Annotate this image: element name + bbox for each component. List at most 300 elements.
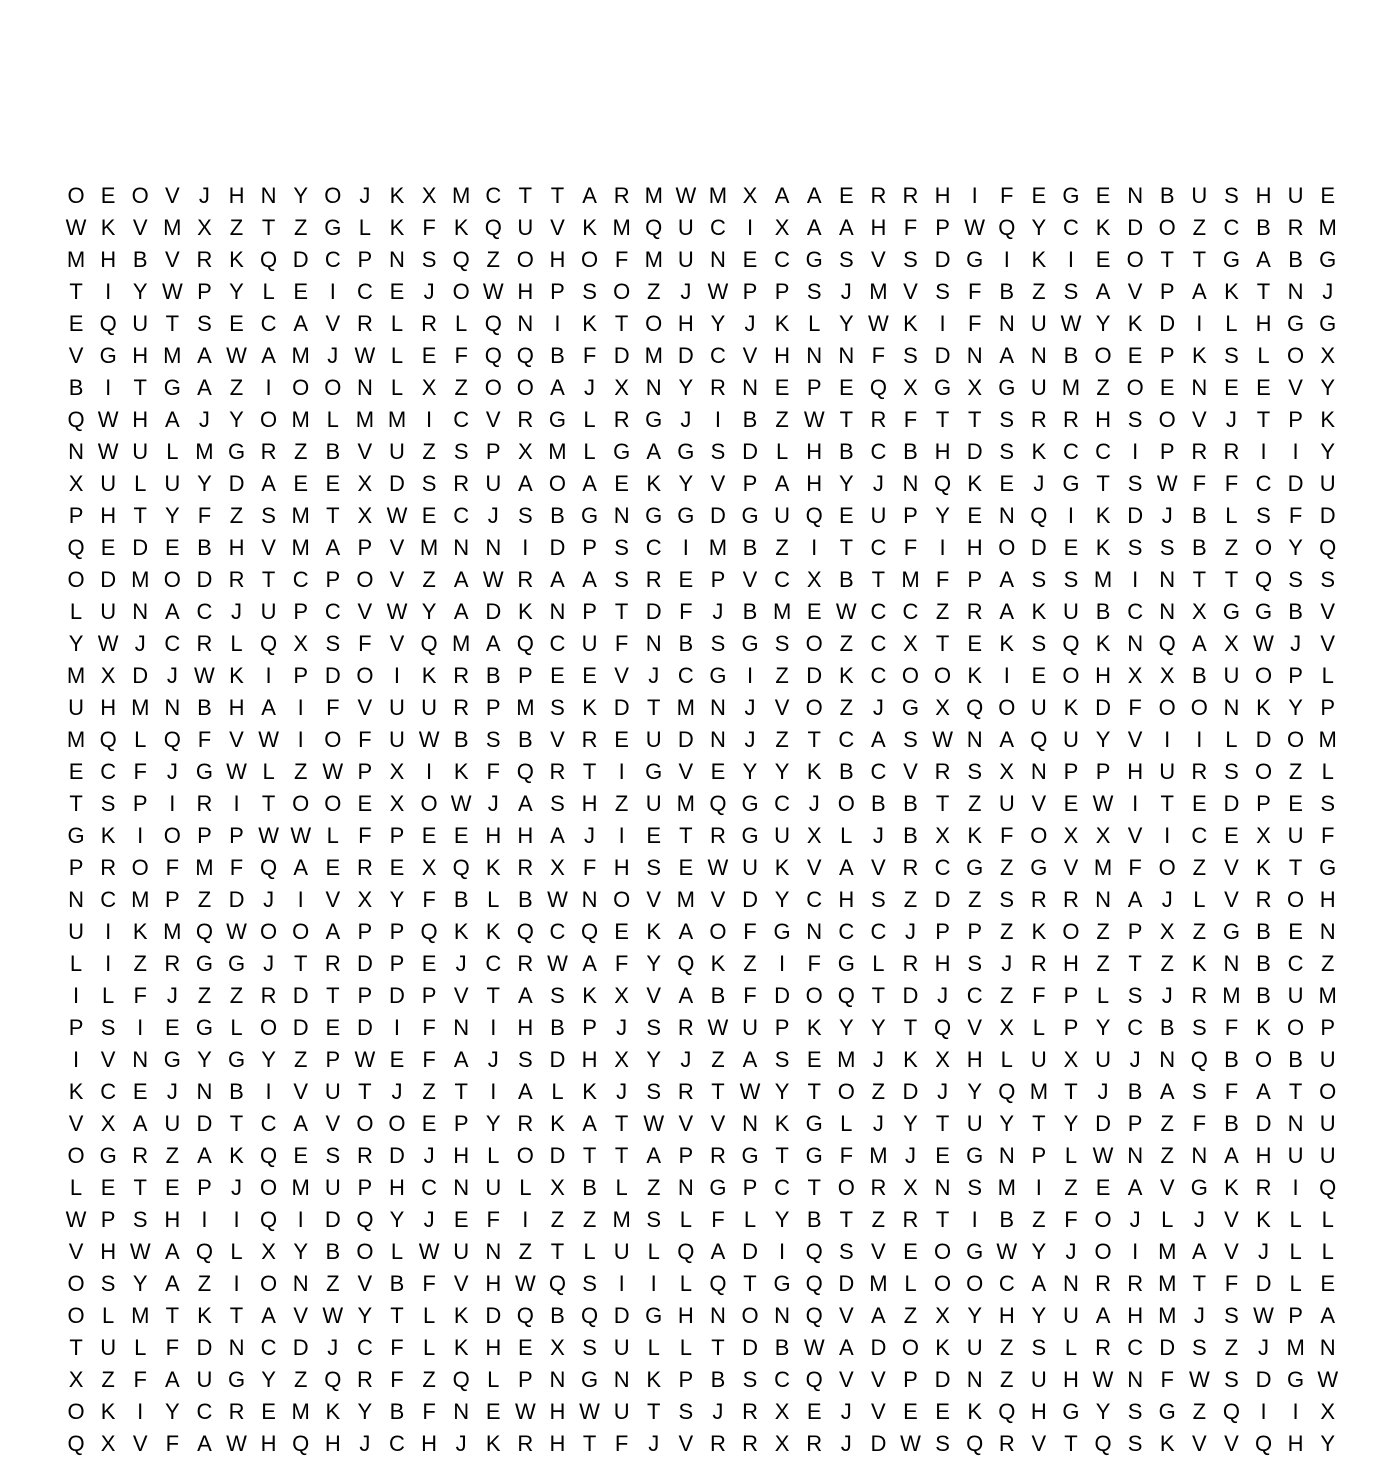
letter-cell[interactable]: F — [1192, 1111, 1207, 1136]
letter-cell[interactable]: B — [1127, 1079, 1143, 1104]
letter-cell[interactable]: A — [518, 471, 533, 496]
letter-cell[interactable]: O — [67, 1271, 85, 1296]
letter-cell[interactable]: U — [742, 1015, 758, 1040]
letter-cell[interactable]: Z — [775, 663, 789, 688]
letter-cell[interactable]: M — [195, 855, 214, 880]
letter-cell[interactable]: F — [1128, 695, 1142, 720]
letter-cell[interactable]: G — [1062, 183, 1080, 208]
letter-cell[interactable]: X — [903, 631, 918, 656]
letter-cell[interactable]: K — [967, 1399, 983, 1424]
letter-cell[interactable]: J — [937, 983, 949, 1008]
letter-cell[interactable]: M — [291, 1399, 310, 1424]
letter-cell[interactable]: H — [260, 1431, 277, 1456]
letter-cell[interactable]: W — [739, 1079, 761, 1104]
letter-cell[interactable]: M — [131, 695, 150, 720]
letter-cell[interactable]: J — [1161, 503, 1173, 528]
letter-cell[interactable]: X — [1063, 1047, 1079, 1072]
letter-cell[interactable]: V — [453, 1271, 469, 1296]
letter-cell[interactable]: K — [646, 471, 662, 496]
letter-cell[interactable]: V — [903, 759, 918, 784]
letter-cell[interactable]: C — [324, 247, 341, 272]
letter-cell[interactable]: G — [1062, 471, 1080, 496]
letter-cell[interactable]: A — [871, 727, 886, 752]
letter-cell[interactable]: P — [1320, 695, 1336, 720]
letter-cell[interactable]: P — [197, 279, 212, 304]
letter-cell[interactable]: W — [258, 727, 279, 752]
letter-cell[interactable]: E — [1288, 791, 1303, 816]
letter-cell[interactable]: W — [1156, 471, 1178, 496]
letter-cell[interactable]: F — [679, 599, 693, 624]
letter-cell[interactable]: B — [1288, 247, 1303, 272]
letter-cell[interactable]: G — [741, 631, 759, 656]
letter-cell[interactable]: T — [614, 1111, 629, 1136]
letter-cell[interactable]: P — [293, 663, 309, 688]
letter-cell[interactable]: Q — [998, 1079, 1016, 1104]
letter-cell[interactable]: T — [711, 1079, 725, 1104]
letter-cell[interactable]: C — [356, 1335, 373, 1360]
letter-cell[interactable]: V — [68, 1111, 84, 1136]
letter-cell[interactable]: N — [1159, 599, 1176, 624]
letter-cell[interactable]: E — [1224, 375, 1239, 400]
letter-cell[interactable]: Y — [678, 471, 694, 496]
letter-cell[interactable]: K — [100, 823, 116, 848]
letter-cell[interactable]: D — [709, 503, 726, 528]
letter-cell[interactable]: R — [1095, 1271, 1111, 1296]
letter-cell[interactable]: X — [518, 439, 533, 464]
letter-cell[interactable]: L — [262, 279, 275, 304]
letter-cell[interactable]: M — [419, 535, 439, 560]
letter-cell[interactable]: W — [707, 279, 729, 304]
letter-cell[interactable]: L — [134, 727, 147, 752]
letter-cell[interactable]: Y — [1320, 439, 1336, 464]
letter-cell[interactable]: P — [229, 823, 244, 848]
letter-cell[interactable]: D — [742, 439, 758, 464]
letter-cell[interactable]: I — [169, 791, 176, 816]
letter-cell[interactable]: N — [1191, 375, 1208, 400]
letter-cell[interactable]: D — [1255, 727, 1272, 752]
letter-cell[interactable]: E — [325, 855, 341, 880]
letter-cell[interactable]: S — [710, 439, 726, 464]
letter-cell[interactable]: L — [647, 1335, 660, 1360]
letter-cell[interactable]: Y — [1031, 1239, 1047, 1264]
letter-cell[interactable]: P — [421, 983, 437, 1008]
letter-cell[interactable]: G — [1287, 311, 1305, 336]
letter-cell[interactable]: I — [811, 535, 818, 560]
letter-cell[interactable]: G — [1158, 1399, 1176, 1424]
letter-cell[interactable]: M — [291, 343, 310, 368]
letter-cell[interactable]: P — [935, 215, 950, 240]
letter-cell[interactable]: G — [227, 1367, 246, 1392]
letter-cell[interactable]: Q — [163, 727, 181, 752]
letter-cell[interactable]: J — [904, 919, 916, 944]
letter-cell[interactable]: Q — [420, 919, 438, 944]
letter-cell[interactable]: P — [1256, 791, 1271, 816]
letter-cell[interactable]: M — [1222, 983, 1241, 1008]
letter-cell[interactable]: F — [903, 407, 918, 432]
letter-cell[interactable]: G — [195, 1015, 213, 1040]
letter-cell[interactable]: Y — [838, 311, 854, 336]
letter-cell[interactable]: H — [774, 343, 791, 368]
letter-cell[interactable]: I — [682, 535, 689, 560]
letter-cell[interactable]: I — [939, 311, 946, 336]
letter-cell[interactable]: U — [485, 471, 502, 496]
letter-cell[interactable]: N — [1030, 343, 1047, 368]
letter-cell[interactable]: U — [1030, 695, 1047, 720]
letter-cell[interactable]: S — [967, 951, 983, 976]
letter-cell[interactable]: D — [324, 663, 341, 688]
letter-cell[interactable]: Y — [935, 503, 950, 528]
letter-cell[interactable]: F — [197, 503, 212, 528]
letter-cell[interactable]: B — [742, 407, 758, 432]
letter-cell[interactable]: O — [1062, 919, 1080, 944]
letter-cell[interactable]: F — [614, 247, 629, 272]
letter-cell[interactable]: P — [582, 599, 597, 624]
letter-cell[interactable]: Z — [1192, 215, 1207, 240]
letter-cell[interactable]: S — [582, 279, 597, 304]
letter-cell[interactable]: F — [1320, 823, 1335, 848]
letter-cell[interactable]: R — [260, 439, 277, 464]
letter-cell[interactable]: Z — [1224, 1335, 1239, 1360]
letter-cell[interactable]: H — [934, 951, 951, 976]
letter-cell[interactable]: F — [1224, 471, 1239, 496]
letter-cell[interactable]: P — [967, 567, 983, 592]
letter-cell[interactable]: R — [1191, 983, 1208, 1008]
letter-cell[interactable]: I — [265, 1079, 272, 1104]
letter-cell[interactable]: S — [1224, 1303, 1239, 1328]
letter-cell[interactable]: S — [1320, 791, 1336, 816]
letter-cell[interactable]: B — [806, 1207, 822, 1232]
letter-cell[interactable]: M — [452, 631, 471, 656]
letter-cell[interactable]: Q — [805, 1271, 823, 1296]
letter-cell[interactable]: E — [261, 1399, 276, 1424]
letter-cell[interactable]: U — [1319, 471, 1336, 496]
letter-cell[interactable]: G — [709, 1175, 727, 1200]
letter-cell[interactable]: Y — [197, 471, 212, 496]
letter-cell[interactable]: K — [453, 919, 469, 944]
letter-cell[interactable]: F — [133, 1367, 147, 1392]
letter-cell[interactable]: U — [324, 1079, 341, 1104]
letter-cell[interactable]: O — [292, 791, 310, 816]
letter-cell[interactable]: L — [166, 439, 179, 464]
letter-cell[interactable]: B — [1256, 919, 1271, 944]
letter-cell[interactable]: S — [1127, 471, 1143, 496]
letter-cell[interactable]: J — [327, 343, 339, 368]
letter-cell[interactable]: F — [422, 1399, 436, 1424]
letter-cell[interactable]: B — [1159, 1015, 1175, 1040]
letter-cell[interactable]: O — [1094, 1207, 1112, 1232]
letter-cell[interactable]: Q — [709, 1271, 727, 1296]
letter-cell[interactable]: L — [1321, 1207, 1334, 1232]
letter-cell[interactable]: V — [871, 1399, 886, 1424]
letter-cell[interactable]: D — [934, 247, 951, 272]
letter-cell[interactable]: L — [679, 1207, 692, 1232]
letter-cell[interactable]: M — [869, 1271, 888, 1296]
letter-cell[interactable]: A — [453, 1047, 469, 1072]
letter-cell[interactable]: N — [645, 631, 662, 656]
letter-cell[interactable]: Z — [775, 727, 789, 752]
letter-cell[interactable]: L — [1000, 1047, 1013, 1072]
letter-cell[interactable]: K — [1191, 343, 1207, 368]
letter-cell[interactable]: X — [742, 183, 758, 208]
letter-cell[interactable]: J — [1161, 887, 1173, 912]
letter-cell[interactable]: Z — [1192, 919, 1207, 944]
letter-cell[interactable]: E — [550, 663, 565, 688]
letter-cell[interactable]: N — [68, 439, 84, 464]
letter-cell[interactable]: M — [163, 215, 182, 240]
letter-cell[interactable]: G — [324, 215, 342, 240]
letter-cell[interactable]: D — [934, 343, 951, 368]
letter-cell[interactable]: K — [197, 1303, 212, 1328]
letter-cell[interactable]: H — [1095, 663, 1111, 688]
letter-cell[interactable]: V — [646, 983, 662, 1008]
letter-cell[interactable]: N — [1191, 1143, 1208, 1168]
letter-cell[interactable]: D — [934, 1367, 951, 1392]
letter-cell[interactable]: Z — [518, 1239, 533, 1264]
letter-cell[interactable]: R — [549, 759, 566, 784]
letter-cell[interactable]: D — [838, 1271, 855, 1296]
letter-cell[interactable]: K — [453, 215, 469, 240]
letter-cell[interactable]: O — [452, 279, 470, 304]
letter-cell[interactable]: N — [613, 503, 630, 528]
letter-cell[interactable]: N — [453, 1175, 470, 1200]
letter-cell[interactable]: B — [550, 1303, 565, 1328]
letter-cell[interactable]: H — [677, 1303, 694, 1328]
letter-cell[interactable]: R — [453, 695, 470, 720]
letter-cell[interactable]: K — [421, 663, 437, 688]
letter-cell[interactable]: S — [1127, 407, 1143, 432]
letter-cell[interactable]: E — [1095, 183, 1111, 208]
letter-cell[interactable]: L — [1225, 311, 1238, 336]
letter-cell[interactable]: V — [1320, 599, 1336, 624]
letter-cell[interactable]: C — [164, 631, 181, 656]
letter-cell[interactable]: L — [1096, 983, 1110, 1008]
letter-cell[interactable]: M — [1158, 1239, 1177, 1264]
letter-cell[interactable]: S — [967, 1175, 983, 1200]
letter-cell[interactable]: P — [1288, 407, 1303, 432]
letter-cell[interactable]: G — [1254, 599, 1273, 624]
letter-cell[interactable]: Z — [229, 375, 244, 400]
letter-cell[interactable]: T — [1160, 247, 1174, 272]
letter-cell[interactable]: B — [774, 1335, 790, 1360]
letter-cell[interactable]: J — [1258, 1239, 1270, 1264]
letter-cell[interactable]: T — [1160, 791, 1174, 816]
letter-cell[interactable]: J — [391, 1079, 403, 1104]
letter-cell[interactable]: I — [72, 1047, 80, 1072]
letter-cell[interactable]: Y — [1031, 1303, 1047, 1328]
letter-cell[interactable]: T — [871, 983, 886, 1008]
letter-cell[interactable]: I — [265, 375, 272, 400]
letter-cell[interactable]: L — [519, 1175, 532, 1200]
letter-cell[interactable]: A — [1127, 887, 1143, 912]
letter-cell[interactable]: E — [164, 1175, 180, 1200]
letter-cell[interactable]: N — [517, 311, 534, 336]
letter-cell[interactable]: D — [934, 887, 951, 912]
letter-cell[interactable]: W — [868, 311, 889, 336]
letter-cell[interactable]: F — [1000, 823, 1014, 848]
letter-cell[interactable]: J — [1129, 1207, 1141, 1232]
letter-cell[interactable]: P — [1288, 1303, 1303, 1328]
letter-cell[interactable]: J — [198, 407, 210, 432]
letter-cell[interactable]: J — [584, 823, 596, 848]
letter-cell[interactable]: A — [774, 183, 790, 208]
letter-cell[interactable]: U — [453, 1239, 470, 1264]
letter-cell[interactable]: V — [164, 247, 180, 272]
letter-cell[interactable]: T — [647, 695, 661, 720]
letter-cell[interactable]: Q — [452, 1367, 470, 1392]
letter-cell[interactable]: C — [260, 1111, 277, 1136]
letter-cell[interactable]: S — [1191, 1015, 1207, 1040]
letter-cell[interactable]: N — [1319, 1335, 1336, 1360]
letter-cell[interactable]: X — [100, 663, 116, 688]
letter-cell[interactable]: I — [426, 407, 433, 432]
letter-cell[interactable]: A — [325, 919, 341, 944]
letter-cell[interactable]: P — [1095, 759, 1111, 784]
letter-cell[interactable]: R — [421, 311, 438, 336]
letter-cell[interactable]: T — [935, 1207, 950, 1232]
letter-cell[interactable]: R — [324, 951, 341, 976]
letter-cell[interactable]: C — [100, 759, 117, 784]
letter-cell[interactable]: V — [614, 663, 629, 688]
letter-cell[interactable]: E — [389, 279, 405, 304]
letter-cell[interactable]: T — [582, 759, 597, 784]
letter-cell[interactable]: C — [1127, 1335, 1144, 1360]
letter-cell[interactable]: Q — [452, 855, 470, 880]
letter-cell[interactable]: M — [195, 439, 214, 464]
letter-cell[interactable]: I — [971, 1207, 978, 1232]
letter-cell[interactable]: K — [229, 663, 244, 688]
letter-cell[interactable]: I — [72, 983, 80, 1008]
letter-cell[interactable]: J — [904, 1143, 916, 1168]
letter-cell[interactable]: A — [838, 1335, 854, 1360]
letter-cell[interactable]: V — [389, 567, 405, 592]
letter-cell[interactable]: T — [1192, 567, 1207, 592]
letter-cell[interactable]: K — [1063, 695, 1079, 720]
letter-cell[interactable]: H — [1319, 887, 1336, 912]
letter-cell[interactable]: P — [357, 247, 373, 272]
letter-cell[interactable]: P — [389, 919, 405, 944]
letter-cell[interactable]: X — [357, 887, 373, 912]
letter-cell[interactable]: U — [1030, 1047, 1047, 1072]
letter-cell[interactable]: A — [164, 1367, 180, 1392]
letter-cell[interactable]: X — [389, 791, 405, 816]
letter-cell[interactable]: I — [522, 1207, 529, 1232]
letter-cell[interactable]: C — [324, 599, 341, 624]
letter-cell[interactable]: M — [612, 215, 631, 240]
letter-cell[interactable]: L — [647, 1239, 660, 1264]
letter-cell[interactable]: F — [967, 279, 982, 304]
letter-cell[interactable]: V — [261, 535, 276, 560]
letter-cell[interactable]: V — [903, 279, 918, 304]
letter-cell[interactable]: I — [1067, 247, 1075, 272]
letter-cell[interactable]: J — [872, 695, 884, 720]
letter-cell[interactable]: S — [550, 791, 565, 816]
letter-cell[interactable]: E — [935, 1143, 950, 1168]
letter-cell[interactable]: G — [67, 823, 85, 848]
letter-cell[interactable]: P — [357, 759, 373, 784]
letter-cell[interactable]: N — [1319, 919, 1336, 944]
letter-cell[interactable]: G — [645, 503, 663, 528]
letter-cell[interactable]: G — [1222, 599, 1240, 624]
letter-cell[interactable]: G — [1287, 1367, 1305, 1392]
letter-cell[interactable]: S — [325, 631, 341, 656]
letter-cell[interactable]: R — [356, 311, 373, 336]
letter-cell[interactable]: O — [1319, 1079, 1337, 1104]
letter-cell[interactable]: Y — [357, 1303, 373, 1328]
letter-cell[interactable]: H — [1095, 407, 1111, 432]
letter-cell[interactable]: Z — [1000, 855, 1014, 880]
letter-cell[interactable]: Q — [1319, 1175, 1337, 1200]
letter-cell[interactable]: P — [100, 1207, 116, 1232]
letter-cell[interactable]: D — [742, 887, 758, 912]
letter-cell[interactable]: Z — [454, 375, 468, 400]
letter-cell[interactable]: V — [838, 1303, 854, 1328]
letter-cell[interactable]: Q — [484, 311, 502, 336]
letter-cell[interactable]: R — [517, 855, 534, 880]
letter-cell[interactable]: Z — [1000, 1367, 1014, 1392]
letter-cell[interactable]: S — [325, 1143, 341, 1168]
letter-cell[interactable]: D — [292, 1335, 309, 1360]
letter-cell[interactable]: D — [1127, 215, 1144, 240]
letter-cell[interactable]: P — [357, 983, 373, 1008]
letter-cell[interactable]: D — [1095, 695, 1111, 720]
letter-cell[interactable]: T — [550, 183, 565, 208]
letter-cell[interactable]: Q — [805, 1239, 823, 1264]
letter-cell[interactable]: T — [486, 983, 500, 1008]
letter-cell[interactable]: X — [774, 1399, 790, 1424]
letter-cell[interactable]: R — [132, 1143, 149, 1168]
letter-cell[interactable]: J — [1290, 631, 1302, 656]
letter-cell[interactable]: A — [1031, 1271, 1047, 1296]
letter-cell[interactable]: G — [1190, 1175, 1208, 1200]
letter-cell[interactable]: L — [679, 1271, 692, 1296]
letter-cell[interactable]: O — [67, 1303, 85, 1328]
letter-cell[interactable]: X — [1256, 823, 1271, 848]
letter-cell[interactable]: K — [1256, 1207, 1271, 1232]
letter-cell[interactable]: W — [258, 823, 279, 848]
letter-cell[interactable]: T — [935, 791, 950, 816]
letter-cell[interactable]: P — [582, 1015, 597, 1040]
letter-cell[interactable]: Y — [871, 1015, 886, 1040]
letter-cell[interactable]: W — [1253, 631, 1274, 656]
letter-cell[interactable]: C — [709, 343, 726, 368]
letter-cell[interactable]: G — [741, 791, 759, 816]
letter-cell[interactable]: F — [358, 727, 372, 752]
letter-cell[interactable]: K — [774, 1111, 790, 1136]
letter-cell[interactable]: B — [582, 1175, 597, 1200]
letter-cell[interactable]: K — [1191, 951, 1207, 976]
letter-cell[interactable]: Y — [421, 599, 437, 624]
letter-cell[interactable]: Z — [1320, 951, 1335, 976]
letter-cell[interactable]: L — [840, 823, 853, 848]
letter-cell[interactable]: U — [774, 503, 791, 528]
letter-cell[interactable]: G — [195, 951, 213, 976]
letter-cell[interactable]: M — [869, 279, 888, 304]
letter-cell[interactable]: T — [935, 1111, 950, 1136]
letter-cell[interactable]: E — [421, 823, 437, 848]
letter-cell[interactable]: P — [197, 1175, 212, 1200]
letter-cell[interactable]: Y — [68, 631, 84, 656]
letter-cell[interactable]: M — [612, 1207, 631, 1232]
letter-cell[interactable]: E — [453, 1207, 469, 1232]
letter-cell[interactable]: A — [1095, 1303, 1111, 1328]
letter-cell[interactable]: M — [1093, 567, 1113, 592]
letter-cell[interactable]: T — [1192, 1271, 1207, 1296]
letter-cell[interactable]: J — [680, 407, 692, 432]
letter-cell[interactable]: N — [1223, 695, 1240, 720]
letter-cell[interactable]: N — [613, 1367, 630, 1392]
letter-cell[interactable]: W — [1092, 791, 1114, 816]
letter-cell[interactable]: B — [903, 439, 918, 464]
